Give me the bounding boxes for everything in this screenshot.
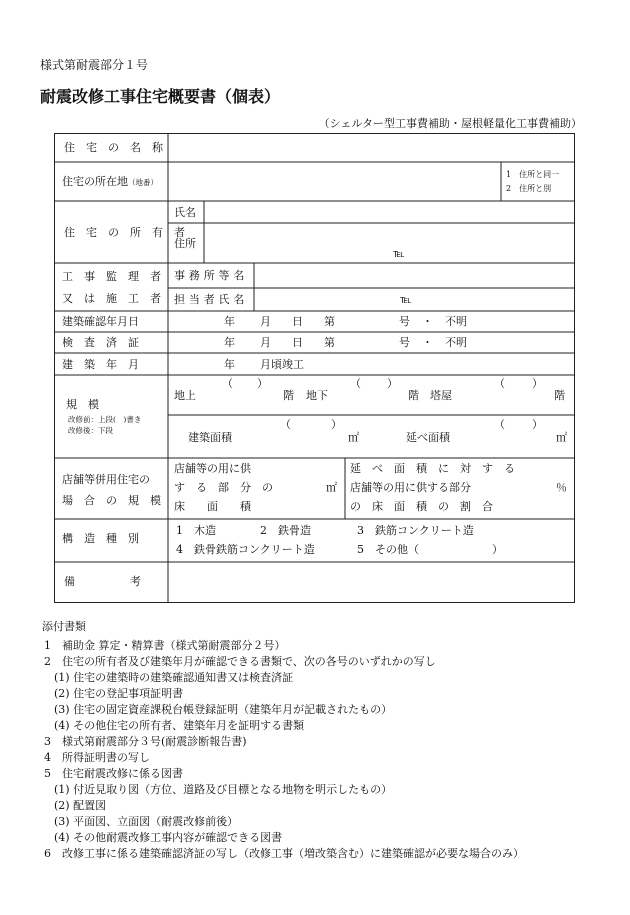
person-name-label: 担当者氏名 — [174, 293, 249, 306]
store-ratio-line3: の 床 面 積 の 割 合 — [350, 500, 493, 513]
confirm-dot: ・ — [422, 315, 433, 328]
attachment-item: 4 所得証明書の写し — [44, 751, 150, 764]
owner-name-label: 氏名 — [174, 206, 196, 219]
attachment-subitem: (1) 住宅の建築時の建築確認通知書又は検査済証 — [54, 671, 294, 684]
owner-label: 住 宅 の 所 有 者 — [64, 226, 185, 239]
built-year: 年 — [224, 358, 235, 371]
below-paren-open: （ — [350, 377, 361, 390]
store-area-line3: 床 面 積 — [174, 500, 251, 513]
location-sublabel: （地番） — [128, 178, 158, 187]
store-area-line1: 店舗等の用に供 — [174, 462, 251, 475]
inspection-label: 検 査 済 証 — [62, 336, 139, 349]
form-number: 様式第耐震部分１号 — [40, 58, 149, 72]
attachment-subitem: (2) 配置図 — [54, 799, 107, 812]
supervisor-label-line1: 工 事 監 理 者 — [62, 270, 161, 283]
confirm-go: 号 — [399, 315, 410, 328]
structure-label: 構 造 種 別 — [62, 532, 139, 545]
remarks-label: 備 考 — [64, 575, 141, 588]
office-name-field[interactable] — [256, 265, 572, 286]
inspection-no: 第 — [324, 336, 335, 349]
document-title: 耐震改修工事住宅概要書（個表） — [40, 87, 281, 106]
below-floors-unit: 階 — [408, 389, 419, 402]
building-area-unit: ㎡ — [348, 431, 359, 444]
attachment-item: 3 様式第耐震部分３号(耐震診断報告書) — [44, 735, 247, 748]
attachment-item: 2 住宅の所有者及び建築年月が確認できる書類で、次の各号のいずれかの写し — [44, 655, 436, 668]
confirm-unknown-option[interactable]: 不明 — [445, 315, 467, 328]
building-area-label: 建築面積 — [188, 431, 232, 444]
inspection-go: 号 — [399, 336, 410, 349]
confirm-month: 月 — [260, 315, 271, 328]
confirm-no: 第 — [324, 315, 335, 328]
confirm-date-label: 建築確認年月日 — [62, 315, 139, 328]
attachment-subitem: (4) その他耐震改修工事内容が確認できる図書 — [54, 831, 283, 844]
built-year-label: 建 築 年 月 — [62, 358, 139, 371]
attachment-item: 5 住宅耐震改修に係る図書 — [44, 767, 183, 780]
total-floor-area-paren-open: （ — [494, 418, 505, 431]
below-ground-label: 地下 — [306, 389, 328, 402]
total-floor-area-paren-close: ） — [532, 418, 543, 431]
attachment-subitem: (4) その他住宅の所有者、建築年月を証明する書類 — [54, 719, 305, 732]
scale-note-before: 改修前：上段( )書き — [68, 415, 142, 424]
attachment-subitem: (3) 住宅の固定資産課税台帳登録証明（建築年月が記載されたもの） — [54, 703, 393, 716]
supervisor-label-line2: 又 は 施 工 者 — [62, 292, 161, 305]
owner-name-field[interactable] — [206, 203, 572, 221]
attachments-heading: 添付書類 — [42, 620, 86, 633]
penthouse-paren-close: ） — [532, 377, 543, 390]
inspection-day: 日 — [292, 336, 303, 349]
location-option-different[interactable]: 2 住所と別 — [506, 184, 552, 193]
structure-other-paren-close: ） — [492, 543, 503, 556]
structure-option-other[interactable]: 5 その他（ — [357, 543, 419, 556]
building-area-paren-open: （ — [280, 418, 291, 431]
owner-address-label: 住所 — [174, 237, 196, 250]
remarks-field[interactable] — [170, 564, 572, 600]
attachment-item: 6 改修工事に係る建築確認済証の写し（改修工事（増改築含む）に建築確認が必要な場合のみ） — [44, 847, 524, 860]
total-floor-area-unit: ㎡ — [556, 431, 567, 444]
store-label-line2: 場 合 の 規 模 — [62, 494, 161, 507]
above-paren-close: ） — [257, 377, 268, 390]
store-area-line2: す る 部 分 の — [174, 481, 273, 494]
inspection-unknown-option[interactable]: 不明 — [445, 336, 467, 349]
owner-tel-label: ℡ — [393, 247, 405, 260]
attachment-item: 1 補助金 算定・精算書（様式第耐震部分２号） — [44, 639, 286, 652]
scale-label: 規 模 — [66, 398, 99, 411]
office-name-label: 事務所等名 — [174, 269, 249, 282]
inspection-dot: ・ — [422, 336, 433, 349]
store-area-unit: ㎡ — [326, 481, 337, 494]
document-subtitle: （シェルター型工事費補助・屋根軽量化工事費補助） — [318, 117, 582, 130]
inspection-month: 月 — [260, 336, 271, 349]
supervisor-tel-label: ℡ — [400, 293, 412, 306]
structure-option-src[interactable]: 4 鉄骨鉄筋コンクリート造 — [176, 543, 315, 556]
attachment-subitem: (3) 平面図、立面図（耐震改修前後） — [54, 815, 239, 828]
owner-address-field[interactable] — [206, 225, 572, 261]
structure-option-wood[interactable]: 1 木造 — [176, 524, 216, 537]
location-option-same[interactable]: 1 住所と同一 — [506, 170, 560, 179]
confirm-year: 年 — [224, 315, 235, 328]
built-completion: 月頃竣工 — [260, 358, 304, 371]
scale-note-after: 改修後：下段 — [68, 426, 113, 435]
structure-option-steel[interactable]: 2 鉄骨造 — [260, 524, 311, 537]
penthouse-floors-unit: 階 — [554, 389, 565, 402]
attachment-subitem: (2) 住宅の登記事項証明書 — [54, 687, 184, 700]
store-label-line1: 店舗等併用住宅の — [62, 473, 150, 486]
confirm-day: 日 — [292, 315, 303, 328]
house-name-field[interactable] — [170, 135, 572, 160]
store-ratio-unit: ％ — [556, 481, 567, 494]
structure-option-rc[interactable]: 3 鉄筋コンクリート造 — [357, 524, 474, 537]
building-area-paren-close: ） — [331, 418, 342, 431]
location-field[interactable] — [170, 164, 498, 199]
location-label-text: 住宅の所在地 — [62, 175, 128, 188]
below-paren-close: ） — [387, 377, 398, 390]
inspection-year: 年 — [224, 336, 235, 349]
house-name-label: 住 宅 の 名 称 — [64, 141, 163, 154]
overview-form-table — [54, 133, 575, 603]
person-name-field[interactable] — [256, 290, 572, 309]
above-floors-unit: 階 — [283, 389, 294, 402]
above-ground-label: 地上 — [174, 389, 196, 402]
above-paren-open: （ — [222, 377, 233, 390]
attachment-subitem: (1) 付近見取り図（方位、道路及び目標となる地物を明示したもの） — [54, 783, 393, 796]
store-ratio-line2: 店舗等の用に供する部分 — [350, 481, 471, 494]
penthouse-label: 塔屋 — [430, 389, 452, 402]
penthouse-paren-open: （ — [494, 377, 505, 390]
location-label — [62, 176, 158, 187]
total-floor-area-label: 延べ面積 — [406, 431, 450, 444]
store-ratio-line1: 延 べ 面 積 に 対 す る — [350, 462, 515, 475]
